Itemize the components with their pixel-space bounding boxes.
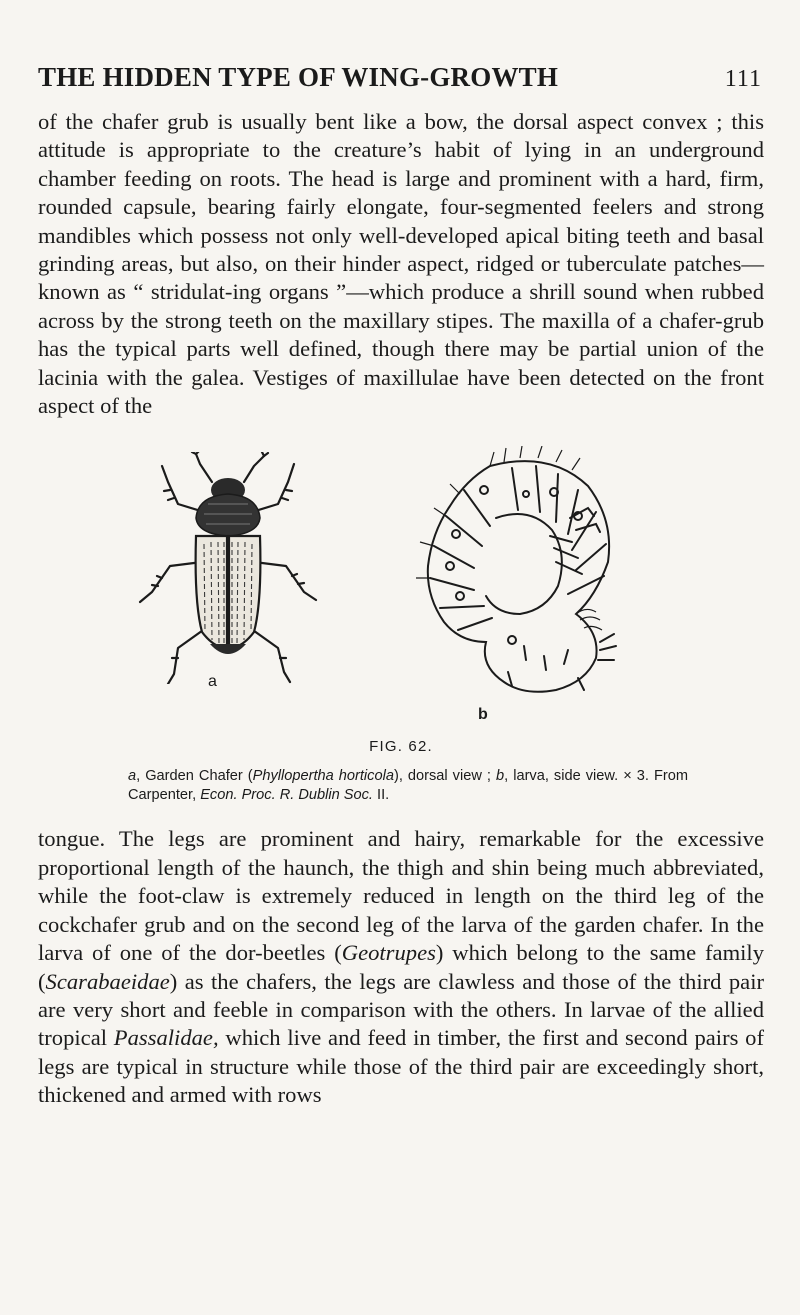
figure-caption xyxy=(128,767,688,804)
paragraph-2 xyxy=(38,825,764,1109)
caption-part: b xyxy=(496,768,505,785)
page-number: 111 xyxy=(724,66,762,92)
figure-label-b: b xyxy=(478,706,488,724)
text-run: tongue. The legs are prominent and hairy, remarkable for the excessive proportional length of the haunch, the thigh and shin being much abbreviated, while the foot-claw is extremely reduced in length on the third leg of the cockchafer grub and on the second leg of the larva of the garden chafer. In the larva of one of the dor-beetles ( xyxy=(38,826,764,966)
caption-part: , Garden Chafer ( xyxy=(136,768,253,785)
figure-62 xyxy=(38,446,764,763)
caption-part: Phyllopertha horticola xyxy=(252,768,394,785)
caption-part: Econ. Proc. R. Dublin Soc. xyxy=(200,786,373,803)
figure-label-a: a xyxy=(208,673,217,691)
caption-part: II. xyxy=(372,786,390,803)
caption-part: a xyxy=(128,768,137,785)
figure-number: FIG. 62. xyxy=(369,738,433,756)
book-page xyxy=(38,62,764,1110)
taxon-name: Passalidae, xyxy=(113,1025,219,1051)
chapter-title: THE HIDDEN TYPE OF WING-GROWTH xyxy=(38,62,559,92)
taxon-name: Scarabaeidae xyxy=(45,968,170,994)
text-run: ) which belong to the same family ( xyxy=(38,940,765,994)
paragraph-1: of the chafer grub is usually bent like a bow, the dorsal aspect convex ; this attitude is appropriate to the creature’s habit of lying in an underground chamber feeding on roots. The head is large and prominent with a hard, firm, rounded capsule, bearing fairly elongate, four-segmented feelers and strong mandibles which possess not only well-developed apical biting teeth and basal grinding areas, but also, on their hinder aspect, ridged or tuberculate patches—known as “ stridulat-ing organs ”—which produce a shrill sound when rubbed across by the strong teeth on the maxillary stipes. The maxilla of a chafer-grub has the typical parts well defined, though there may be partial union of the lacinia with the galea. Vestiges of maxillulae have been detected on the front aspect of the xyxy=(38,109,764,419)
running-head xyxy=(38,62,764,96)
text-run: ) as the chafers, the legs are clawless and those of the third pair are very short and feeble in comparison with the others. In larvae of the allied tropical xyxy=(38,968,764,1051)
beetle-illustration xyxy=(138,452,318,684)
text-run: which live and feed in timber, the first and second pairs of legs are typical in structure while those of the third pair are exceedingly short, thickened and armed with rows xyxy=(38,1025,764,1108)
caption-part: , larva, side view. × 3. From Carpenter, xyxy=(128,768,689,803)
larva-illustration xyxy=(400,446,622,708)
caption-part: ), dorsal view ; xyxy=(393,768,496,785)
taxon-name: Geotrupes xyxy=(341,940,436,966)
